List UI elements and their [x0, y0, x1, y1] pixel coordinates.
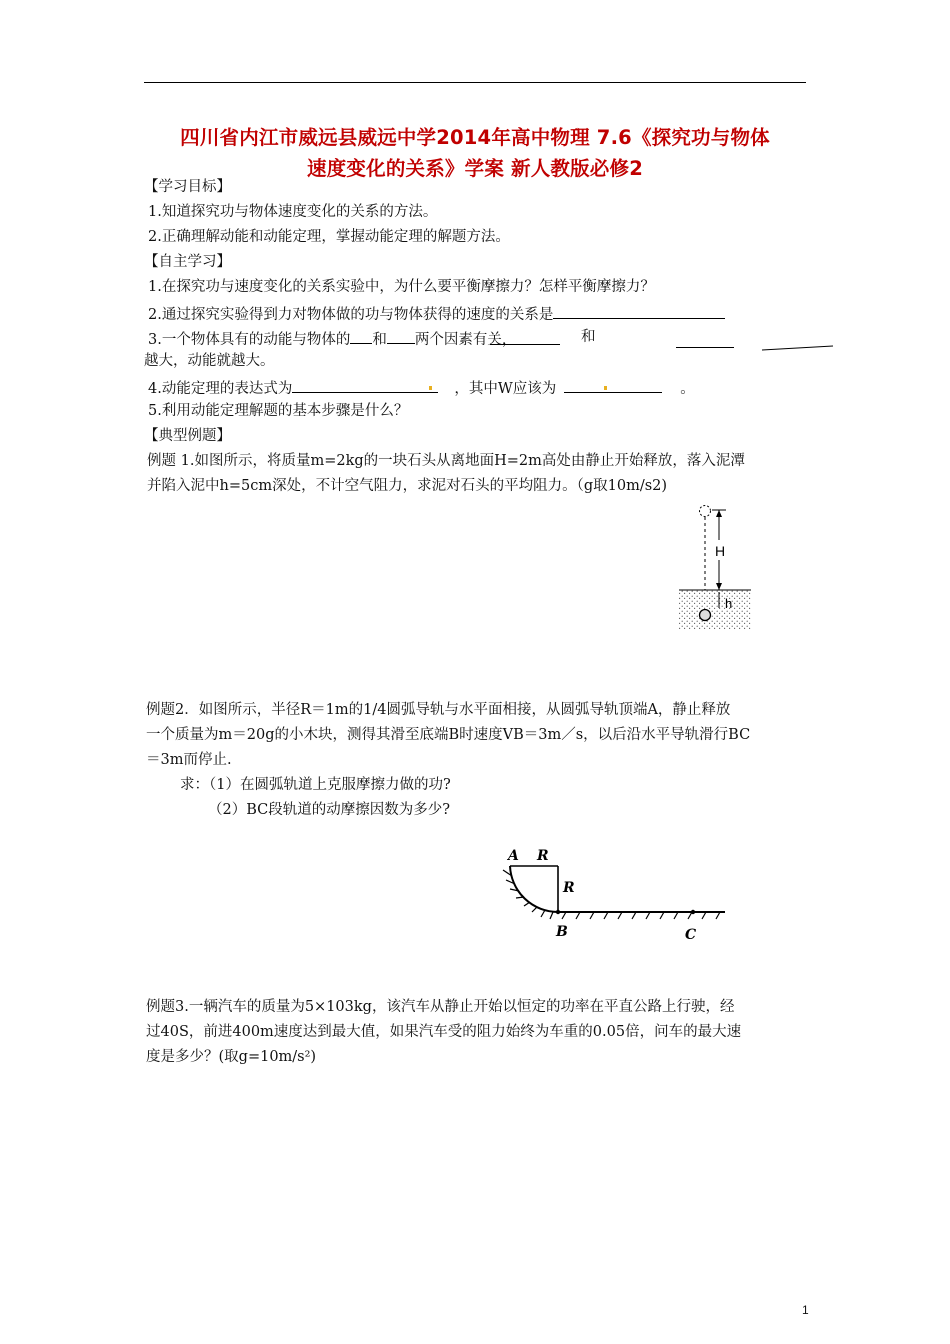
- answer-blank: [553, 302, 725, 319]
- example-1-line-2: 并陷入泥中h=5cm深处，不计空气阻力，求泥对石头的平均阻力。（g取10m/s2): [147, 478, 668, 494]
- goals-header: 【学习目标】: [144, 179, 231, 195]
- question-4: [148, 376, 695, 399]
- answer-blank: [350, 327, 372, 344]
- answer-blank: [490, 344, 560, 345]
- page-number: 1: [802, 1303, 809, 1317]
- depth-h-label: h: [725, 596, 733, 611]
- question-4-end: 。: [680, 381, 695, 397]
- example-2-line-3: ＝3m而停止.: [146, 752, 232, 768]
- goal-1: 1.知道探究功与物体速度变化的关系的方法。: [148, 204, 438, 220]
- question-3-and: 和: [372, 332, 387, 348]
- question-3: [148, 327, 516, 350]
- example-2-question-2: （2）BC段轨道的动摩擦因数为多少?: [208, 802, 451, 818]
- question-1: 1.在探究功与速度变化的关系实验中，为什么要平衡摩擦力？怎样平衡摩擦力？: [148, 279, 655, 295]
- question-2-text: 2.通过探究实验得到力对物体做的功与物体获得的速度的关系是: [148, 307, 554, 323]
- question-5: 5.利用动能定理解题的基本步骤是什么？: [148, 403, 409, 419]
- question-3-text-a: 3.一个物体具有的动能与物体的: [148, 332, 351, 348]
- stone-icon: [700, 610, 711, 621]
- question-3-text-b: 两个因素有关，: [414, 332, 517, 348]
- mud-pit: [679, 590, 751, 630]
- example-2-line-1: 例题2．如图所示，半径R＝1m的1/4圆弧导轨与水平面相接，从圆弧导轨顶端A，静止释放: [146, 702, 731, 718]
- figure-falling-stone: [676, 500, 756, 635]
- height-H-label: H: [715, 543, 726, 559]
- self-study-header: 【自主学习】: [144, 254, 231, 270]
- answer-blank: [292, 376, 438, 393]
- question-3-and-2: 和: [581, 329, 596, 345]
- question-4-text-b: ，其中W应该为: [454, 381, 557, 397]
- example-2-line-2: 一个质量为m＝20g的小木块，测得其滑至底端B时速度VB＝3m／s，以后沿水平导轨滑行BC: [146, 727, 751, 743]
- point-B-label: B: [556, 924, 568, 940]
- question-4-text-a: 4.动能定理的表达式为: [148, 381, 293, 397]
- radius-label-side: R: [563, 880, 575, 896]
- example-1-line-1: 例题 1.如图所示，将质量m=2kg的一块石头从离地面H=2m高处由静止开始释放，落入泥潭: [147, 453, 745, 469]
- example-2-question-1: 求：（1）在圆弧轨道上克服摩擦力做的功?: [180, 777, 451, 793]
- radius-label-top: R: [537, 848, 549, 864]
- header-rule: [144, 82, 806, 83]
- examples-header: 【典型例题】: [144, 428, 231, 444]
- title-line-1: 四川省内江市威远县威远中学2014年高中物理 7.6《探究功与物体: [180, 126, 770, 149]
- goal-2: 2.正确理解动能和动能定理，掌握动能定理的解题方法。: [148, 229, 510, 245]
- title-line-2: 速度变化的关系》学案 新人教版必修2: [307, 157, 643, 180]
- answer-blank: [564, 376, 662, 393]
- example-3-line-3: 度是多少？(取g=10m/s²): [146, 1049, 317, 1065]
- example-3-line-2: 过40S，前进400m速度达到最大值，如果汽车受的阻力始终为车重的0.05倍，问车的最大速: [146, 1024, 742, 1040]
- stone-start-icon: [700, 506, 711, 517]
- point-A-label: A: [508, 848, 519, 864]
- question-2: [148, 302, 725, 325]
- point-C-label: C: [685, 927, 697, 943]
- answer-blank: [676, 347, 734, 348]
- example-3-line-1: 例题3.一辆汽车的质量为5×103kg，该汽车从静止开始以恒定的功率在平直公路上行驶，经: [146, 999, 735, 1015]
- answer-blank: [387, 327, 415, 344]
- answer-blank-slanted: [760, 342, 836, 354]
- question-3-tail: 越大，动能就越大。: [144, 353, 275, 369]
- figure-arc-track: [500, 840, 735, 950]
